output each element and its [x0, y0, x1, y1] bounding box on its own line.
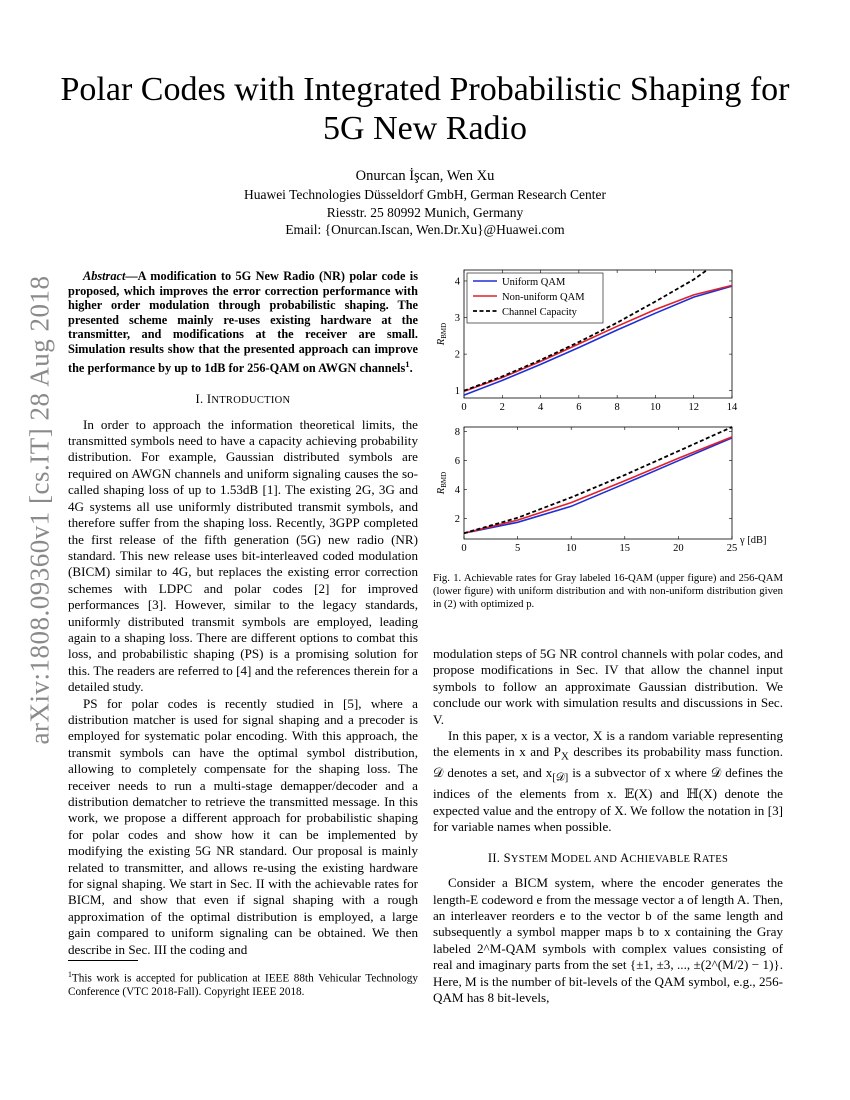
upper-x-tick-label: 14 — [726, 402, 738, 413]
intro-paragraph-2: PS for polar codes is recently studied in [5], where a distribution matcher is used for signal shaping and a precoder is employed for systematic polar encoding. With this approach, the transmit symbols can have the optimal symbol distribution, allowing to completely compensate for the shaping loss. The receiver needs to run a multi-stage demapper/decoder and a distribution dematcher to retrieve the transmitted message. In this work, we propose a different approach for probabilistic shaping for polar codes and show how it can be implemented by modifying the existing 5G NR standard. Our proposal is mainly related to transmitter, and allows re-using the existing hardware for signal shaping. We start in Sec. II with the achievable rates for BICM, and show that even if signal shaping with a rough approximation of the optimal distribution is employed, a large gain compared to uniform signaling can be obtained. We then describe in Sec. III the coding and — [68, 695, 418, 957]
intro-paragraph-1: In order to approach the information theoretical limits, the transmitted symbols need to have a capacity achieving probability distribution. For example, Gaussian distributed symbols are required on AWGN channels and uniform signaling causes the so-called shaping loss of up to 1.53dB [1]. The existing 2G, 3G and 4G systems all use uniformly distributed transmit symbols, and therefore suffer from the shaping loss. Recently, 3GPP completed the first release of the fifth generation (5G) new radio (NR) standard. This new release uses bit-interleaved coded modulation (BICM) similar to 4G, but replaces the existing error correction schemes with LDPC and polar codes [2] for improved performances [3]. However, similar to the legacy standards, uniformly distributed transmit symbols are employed, leading again to a shaping loss. There are different options to combat this loss, and probabilistic shaping (PS) is a promising solution for this. The readers are referred to [4] and the references therein for a detailed study. — [68, 416, 418, 695]
lower-x-tick-label: 10 — [565, 543, 577, 554]
notation-text-c: is a subvector of x where 𝒟 defines the indices of the elements from x. 𝔼(X) and ℍ(X) denote the expected value and the entropy of X. We follow the notation in [3] for variable names when possible. — [433, 765, 783, 835]
right-paragraph-2 — [433, 728, 783, 836]
legend-label-2: Channel Capacity — [502, 307, 577, 318]
lower-y-tick-label: 8 — [454, 426, 460, 438]
upper-x-tick-label: 2 — [499, 402, 505, 413]
upper-x-tick-label: 8 — [614, 402, 620, 413]
section-heading-system-model — [433, 850, 783, 868]
lower-y-tick-label: 4 — [454, 485, 460, 497]
legend-label-0: Uniform QAM — [502, 277, 566, 288]
upper-y-tick-label: 3 — [454, 313, 460, 325]
notation-text-b: describes its probability mass function. 𝒟 denotes a set, and x — [433, 744, 783, 781]
s2g: R — [693, 850, 702, 865]
notation-text-a: In this paper, x is a vector, X is a random variable representing the elements in x and P — [433, 728, 783, 760]
upper-x-tick-label: 6 — [576, 402, 582, 413]
abstract-label: Abstract — [83, 269, 126, 283]
s2e: A — [620, 850, 630, 865]
abstract-footnote-mark: 1 — [405, 358, 410, 369]
abstract-text: —A modification to 5G New Radio (NR) polar code is proposed, which improves the error correction performance with higher order modulation through probabilistic shaping. The presented scheme mainly re-uses existing hardware at the transmitter, and modifications at the receiver are small. Simulation results show that the presented approach can improve the performance by up to 1dB for 256-QAM on AWGN channels — [68, 269, 418, 375]
lower-x-tick-label: 20 — [673, 543, 684, 554]
footnote-text: This work is accepted for publication at IEEE 88th Vehicular Technology Conference (VTC 2018-Fall). Copyright IEEE 2018. — [68, 972, 418, 998]
upper-y-tick-label: 4 — [454, 276, 460, 288]
section-heading-introduction — [68, 391, 418, 409]
section1-rest: NTRODUCTION — [211, 395, 291, 407]
paper-title: Polar Codes with Integrated Probabilistic Shaping for 5G New Radio — [60, 71, 790, 147]
x-axis-label: γ [dB] — [740, 535, 767, 546]
affiliation-line-2: Riesstr. 25 80992 Munich, Germany — [326, 205, 524, 220]
upper-x-tick-label: 0 — [461, 402, 467, 413]
left-column — [68, 269, 418, 958]
system-model-paragraph: Consider a BICM system, where the encoder generates the length-E codeword e from the message vector a of length A. Then, an interleaver reorders e to the vector b of the same length and subsequently a symbol mapper maps b to x containing the Gray labeled 2^M-QAM symbols with complex values consisting of real and imaginary parts from the set {±1, ±3, ..., ±(2^(M/2) − 1)}. Here, M is the number of bit-levels of the QAM symbol, e.g., 256-QAM has 8 bit-levels, — [433, 875, 783, 1005]
s2d: ODEL AND — [562, 853, 621, 865]
upper-y-tick-label: 1 — [454, 386, 460, 398]
footnote-mark: 1 — [68, 970, 72, 979]
lower-x-tick-label: 5 — [514, 543, 521, 554]
upper-x-tick-label: 4 — [537, 402, 544, 413]
lower-y-tick-label: 6 — [454, 455, 460, 467]
section1-num: I. I — [195, 392, 212, 407]
upper-y-axis-label: RBMD — [436, 322, 448, 346]
footnote — [68, 968, 418, 999]
affiliation-line-1: Huawei Technologies Düsseldorf GmbH, German Research Center — [243, 187, 607, 202]
authors: Onurcan İşcan, Wen Xu — [355, 168, 495, 184]
lower-series-line-non-uniform-qam — [464, 437, 732, 533]
abstract: Abstract—A modification to 5G New Radio (NR) polar code is proposed, which improves the error correction performance with higher order modulation through probabilistic shaping. The presented scheme mainly re-uses existing hardware at the transmitter, and modifications at the receiver are small. Simulation results show that the presented approach can improve the performance by up to 1dB for 256-QAM on AWGN channels$^1$. — [68, 269, 418, 375]
lower-y-axis-label: RBMD — [436, 471, 448, 495]
upper-x-tick-label: 12 — [688, 402, 699, 413]
figure-1-charts — [428, 262, 788, 562]
upper-y-tick-label: 2 — [454, 349, 460, 361]
s2b: YSTEM — [510, 853, 551, 865]
legend-label-1: Non-uniform QAM — [502, 292, 585, 303]
lower-x-tick-label: 15 — [619, 543, 631, 554]
s2a: II. S — [487, 850, 511, 865]
figure-caption: Fig. 1. Achievable rates for Gray labeled 16-QAM (upper figure) and 256-QAM (lower figure) with uniform distribution and with non-uniform distribution given in (2) with optimized p. — [433, 572, 783, 610]
lower-series-line-channel-capacity — [464, 427, 732, 533]
notation-sub-x: X — [560, 751, 569, 764]
s2h: ATES — [701, 853, 729, 865]
right-paragraph-1: modulation steps of 5G NR control channels with polar codes, and propose modifications in Sec. IV that allow the channel input symbols to follow an approximate Gaussian distribution. We conclude our work with simulation results and discussions in Sec. V. — [433, 646, 783, 727]
lower-y-tick-label: 2 — [454, 514, 460, 526]
s2c: M — [550, 850, 563, 865]
arxiv-side-stamp: arXiv:1808.09360v1 [cs.IT] 28 Aug 2018 — [24, 275, 55, 745]
right-column — [433, 646, 783, 1006]
affiliation-email: Email: {Onurcan.Iscan, Wen.Dr.Xu}@Huawei.com — [285, 222, 565, 237]
s2f: CHIEVABLE — [629, 853, 694, 865]
lower-x-tick-label: 0 — [461, 543, 467, 554]
lower-x-tick-label: 25 — [726, 543, 738, 554]
footnote-rule — [68, 960, 138, 961]
notation-sub-d: [𝒟] — [552, 772, 569, 785]
upper-x-tick-label: 10 — [650, 402, 661, 413]
